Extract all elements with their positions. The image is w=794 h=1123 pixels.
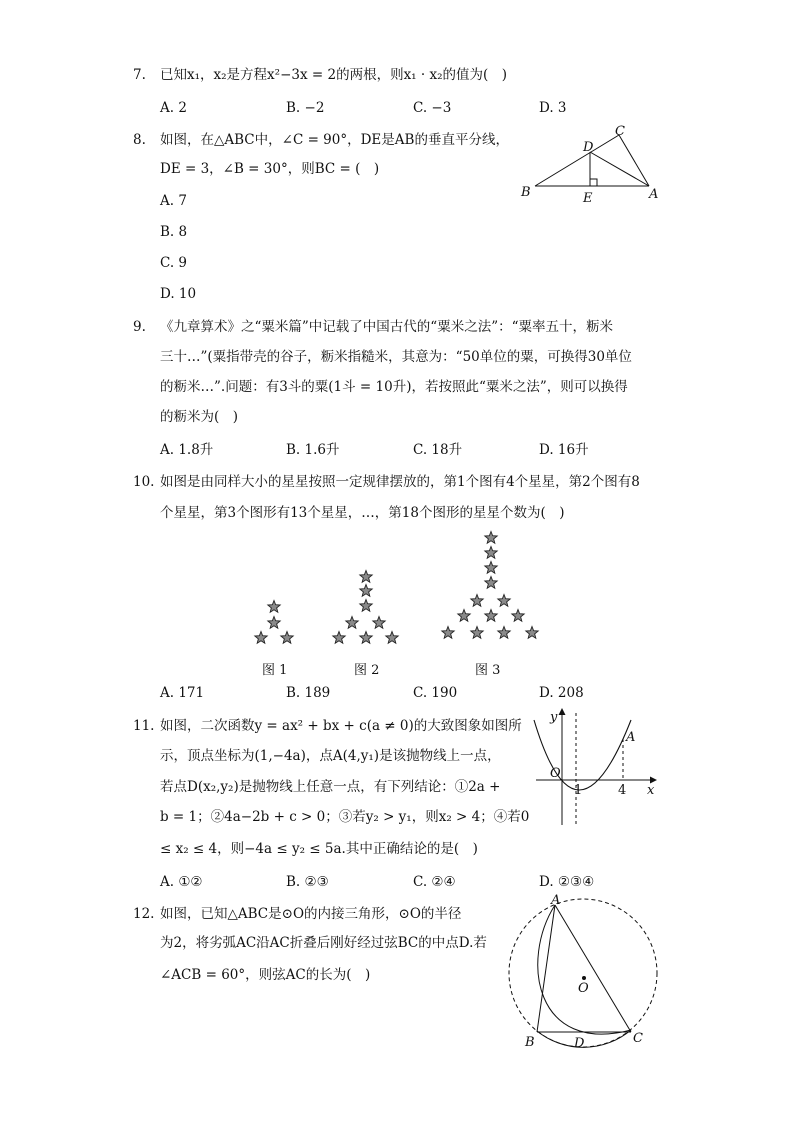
question-text: 如图，已知△ABC是⊙O的内接三角形，⊙O的半径 bbox=[160, 906, 462, 922]
option-b: B. 1.6升 bbox=[286, 442, 340, 458]
option-a: A. 2 bbox=[160, 100, 187, 116]
question-text: ≤ x₂ ≤ 4，则−4a ≤ y₂ ≤ 5a.其中正确结论的是( ) bbox=[160, 841, 478, 857]
star-icon bbox=[485, 577, 497, 589]
option-c: C. 18升 bbox=[413, 442, 463, 458]
star-icon bbox=[360, 585, 372, 597]
label-y: y bbox=[550, 710, 558, 725]
label-c: C bbox=[633, 1031, 643, 1046]
star-icon bbox=[471, 595, 483, 607]
question-text: 若点D(x₂,y₂)是抛物线上任意一点，有下列结论：①2a + bbox=[160, 779, 501, 795]
center-point bbox=[582, 976, 586, 980]
figure-caption-3: 图 3 bbox=[475, 663, 501, 678]
question-number: 8. bbox=[133, 132, 146, 148]
star-icon bbox=[485, 547, 497, 559]
question-text: 已知x₁，x₂是方程x²−3x = 2的两根，则x₁ · x₂的值为( ) bbox=[160, 67, 508, 83]
question-number: 12. bbox=[133, 906, 155, 922]
figure-caption-1: 图 1 bbox=[262, 663, 288, 678]
option-a: A. 171 bbox=[160, 685, 205, 701]
question-text: 的粝米…”.问题：有3斗的粟(1斗 = 10升)，若按照此“粟米之法”，则可以换得 bbox=[160, 379, 628, 395]
question-text: b = 1；②4a−2b + c > 0；③若y₂ > y₁，则x₂ > 4；④若0 bbox=[160, 809, 530, 825]
question-number: 10. bbox=[133, 474, 155, 490]
option-a: A. ①② bbox=[160, 874, 203, 890]
star-icon bbox=[333, 632, 345, 644]
star-icon bbox=[526, 627, 538, 639]
option-b: B. −2 bbox=[286, 100, 325, 116]
star-icon bbox=[373, 617, 385, 629]
question-text: 的粝米为( ) bbox=[160, 409, 239, 425]
parabola-figure-q11 bbox=[530, 705, 665, 830]
circle-o bbox=[509, 899, 657, 1047]
option-d: D. 16升 bbox=[539, 442, 589, 458]
star-icon bbox=[346, 617, 358, 629]
label-4: 4 bbox=[618, 783, 627, 798]
option-b: B. 8 bbox=[160, 224, 188, 240]
label-b: B bbox=[525, 1035, 535, 1050]
question-text: 示，顶点坐标为(1,−4a)，点A(4,y₁)是该抛物线上一点， bbox=[160, 748, 501, 764]
option-b: B. ②③ bbox=[286, 874, 329, 890]
question-text: 为2，将劣弧AC沿AC折叠后刚好经过弦BC的中点D.若 bbox=[160, 935, 487, 951]
star-icon bbox=[360, 600, 372, 612]
option-c: C. 190 bbox=[413, 685, 458, 701]
star-icon bbox=[498, 595, 510, 607]
label-x: x bbox=[647, 783, 655, 798]
question-text: 如图，在△ABC中，∠C = 90°，DE是AB的垂直平分线， bbox=[160, 132, 509, 148]
star-icon bbox=[458, 610, 470, 622]
question-text: DE = 3，∠B = 30°，则BC = ( ) bbox=[160, 161, 380, 177]
figure-caption-2: 图 2 bbox=[354, 663, 380, 678]
star-icon bbox=[360, 571, 372, 583]
question-number: 11. bbox=[133, 718, 155, 734]
star-icon bbox=[281, 632, 293, 644]
label-a: A bbox=[649, 187, 659, 202]
option-d: D. ②③④ bbox=[539, 874, 595, 890]
star-icon bbox=[485, 610, 497, 622]
question-text: 三十…”(粟指带壳的谷子，粝米指糙米，其意为：“50单位的粟，可换得30单位 bbox=[160, 349, 632, 365]
question-text: ∠ACB = 60°，则弦AC的长为( ) bbox=[160, 967, 371, 983]
label-c: C bbox=[615, 124, 625, 139]
star-icon bbox=[471, 627, 483, 639]
question-text: 如图，二次函数y = ax² + bx + c(a ≠ 0)的大致图象如图所 bbox=[160, 718, 522, 734]
question-number: 9. bbox=[133, 319, 146, 335]
star-icon bbox=[268, 617, 280, 629]
option-d: D. 3 bbox=[539, 100, 567, 116]
option-a: A. 7 bbox=[160, 193, 187, 209]
question-number: 7. bbox=[133, 67, 146, 83]
question-text: 《九章算术》之“粟米篇”中记载了中国古代的“粟米之法”：“粟率五十，粝米 bbox=[160, 319, 614, 335]
star-icon bbox=[512, 610, 524, 622]
option-d: D. 208 bbox=[539, 685, 584, 701]
label-1: 1 bbox=[574, 783, 583, 798]
chord-ac bbox=[555, 905, 631, 1032]
star-icon bbox=[360, 632, 372, 644]
option-a: A. 1.8升 bbox=[160, 442, 214, 458]
star-icon bbox=[255, 632, 267, 644]
option-b: B. 189 bbox=[286, 685, 331, 701]
label-b: B bbox=[521, 185, 531, 200]
label-o: O bbox=[578, 981, 589, 996]
star-icon bbox=[498, 627, 510, 639]
star-icon bbox=[485, 562, 497, 574]
option-c: C. ②④ bbox=[413, 874, 456, 890]
label-e: E bbox=[583, 191, 593, 206]
star-icon bbox=[268, 601, 280, 613]
label-a: A bbox=[626, 730, 636, 745]
label-d: D bbox=[583, 140, 594, 155]
question-text: 个星星，第3个图形有13个星星，…，第18个图形的星星个数为( ) bbox=[160, 505, 565, 521]
label-a: A bbox=[551, 893, 561, 908]
star-icon bbox=[386, 632, 398, 644]
question-text: 如图是由同样大小的星星按照一定规律摆放的，第1个图有4个星星，第2个图有8 bbox=[160, 474, 640, 490]
circle-figure-q12 bbox=[500, 890, 675, 1065]
option-c: C. −3 bbox=[413, 100, 452, 116]
label-o: O bbox=[550, 766, 561, 781]
option-d: D. 10 bbox=[160, 286, 197, 302]
star-icon bbox=[442, 627, 454, 639]
label-d: D bbox=[574, 1036, 585, 1051]
star-icon bbox=[485, 532, 497, 544]
option-c: C. 9 bbox=[160, 255, 188, 271]
